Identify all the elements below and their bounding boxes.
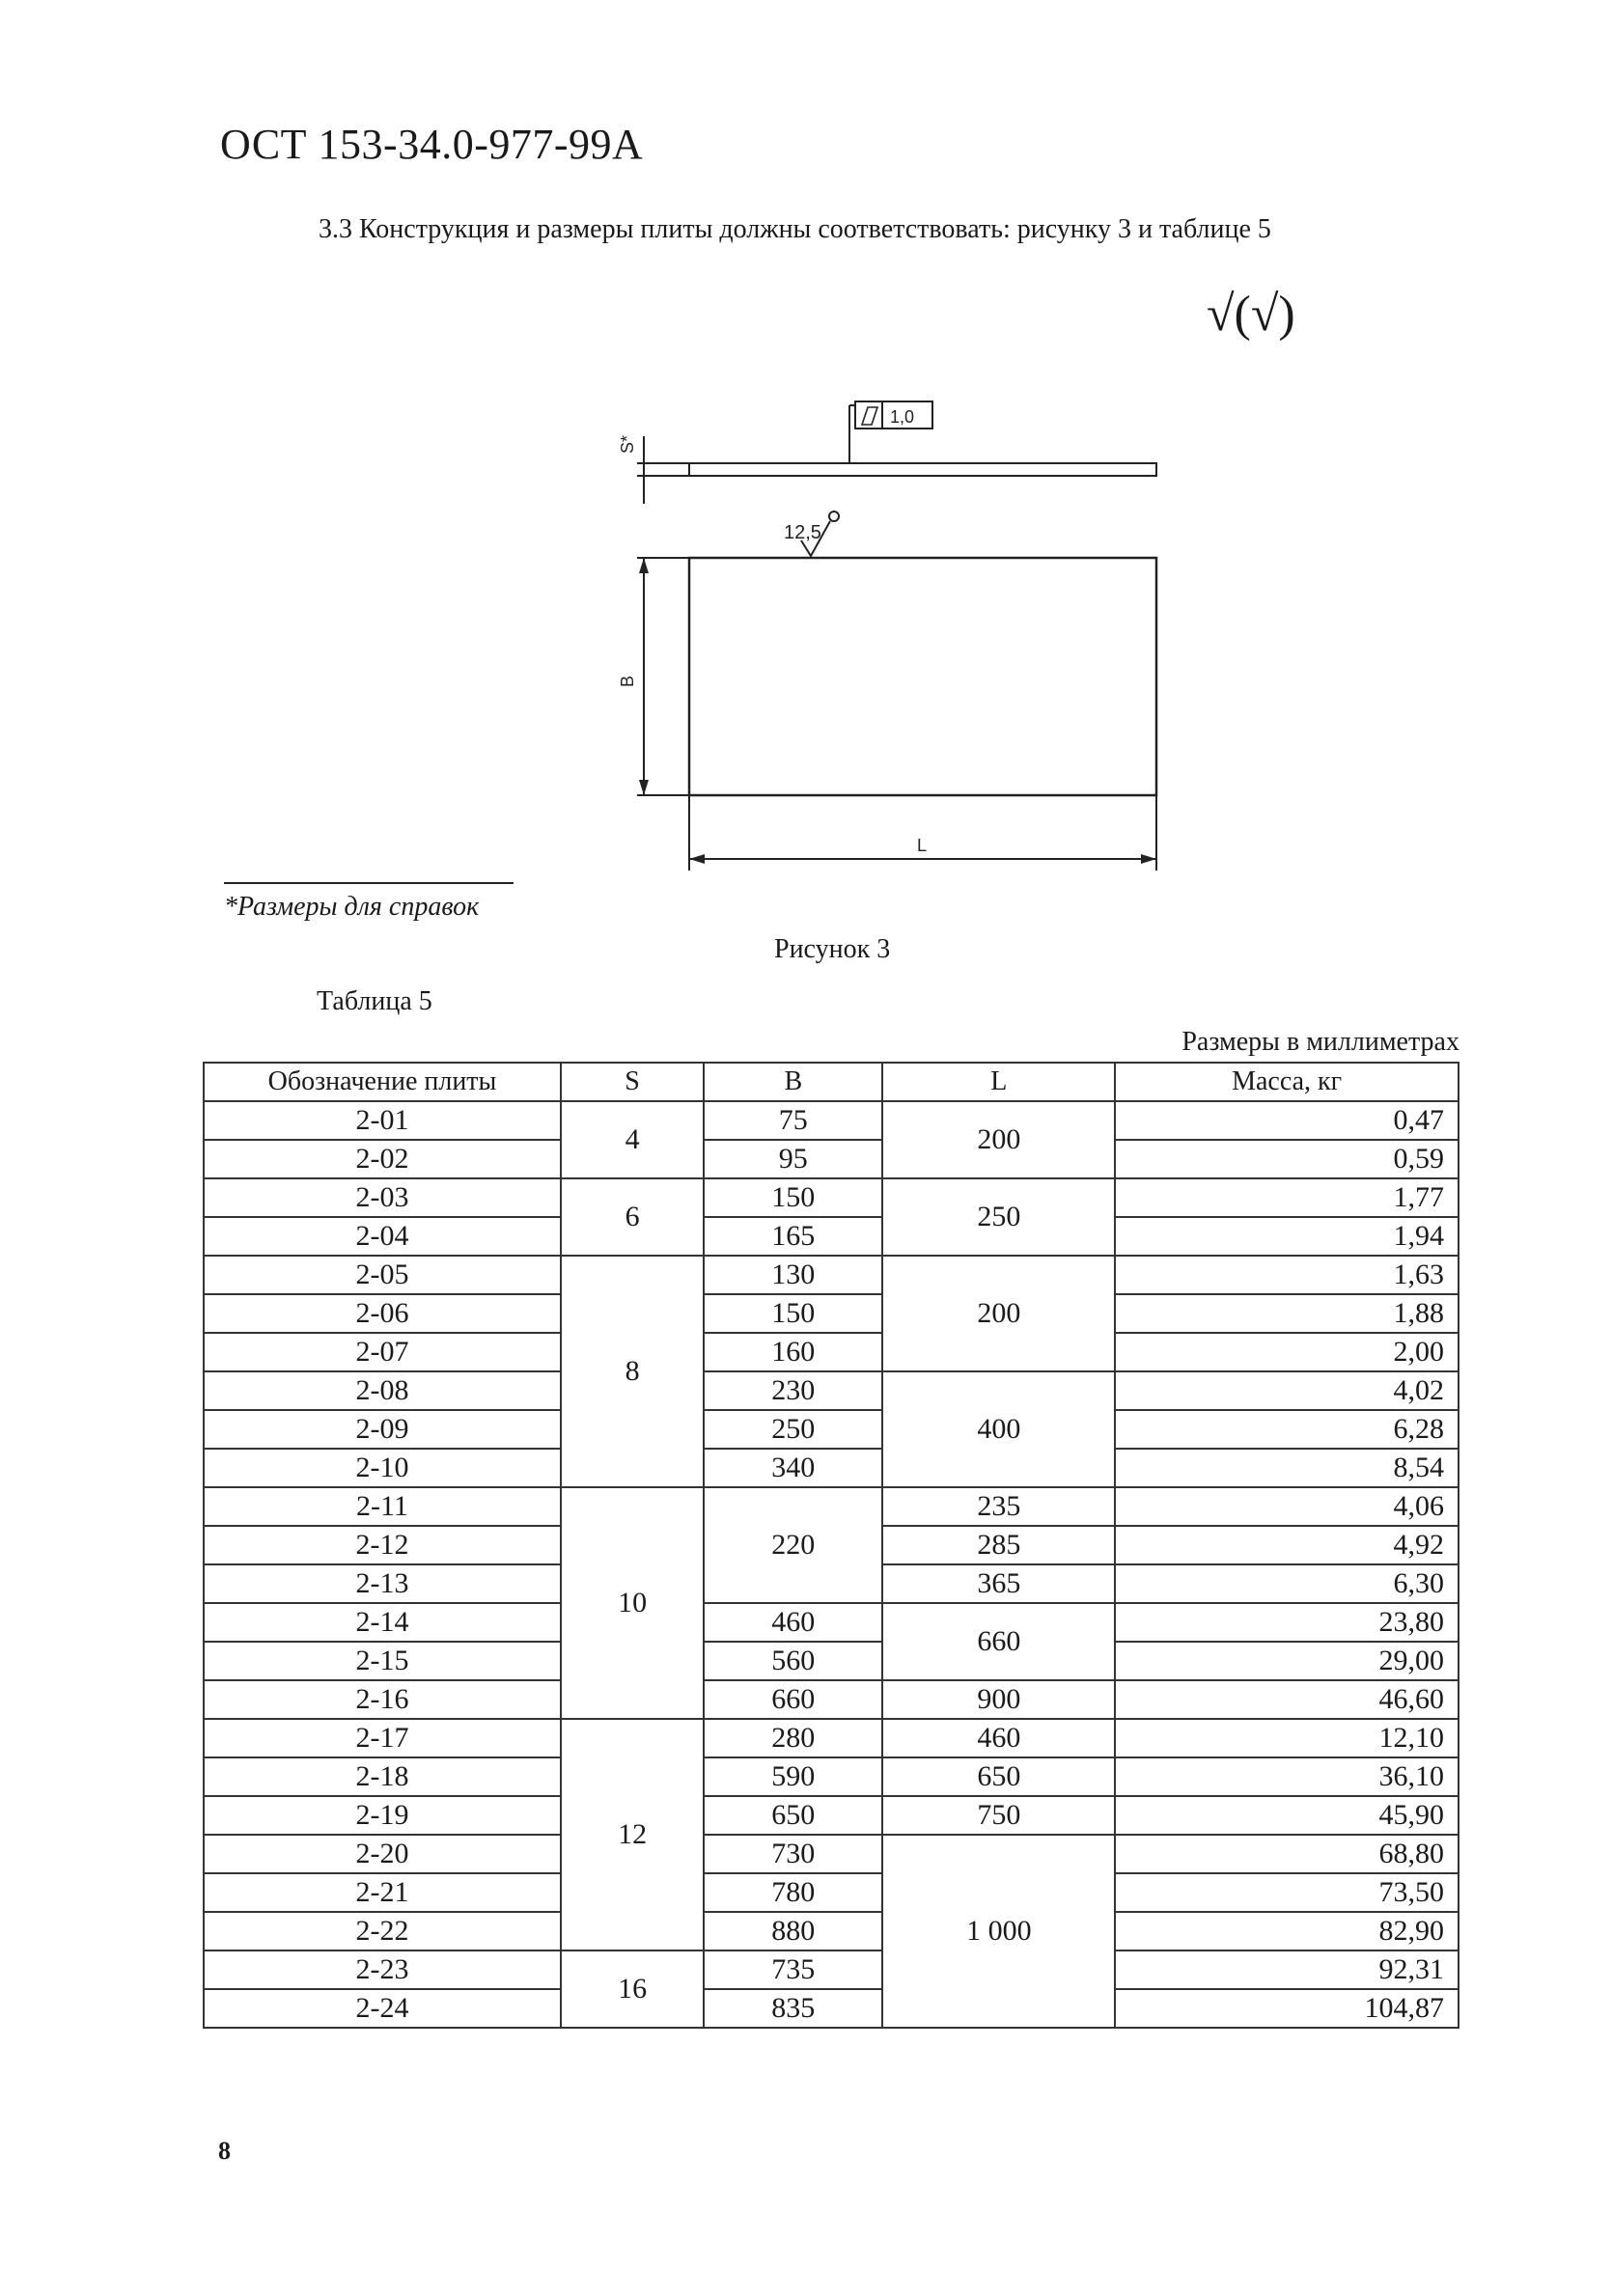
roughness-value: 12,5 (784, 522, 821, 543)
cell-b: 250 (704, 1410, 882, 1449)
table-row (204, 1256, 1459, 1294)
cell-mass: 104,87 (1115, 1989, 1459, 2028)
header-mass: Масса, кг (1115, 1063, 1459, 1101)
figure-caption: Рисунок 3 (774, 934, 891, 964)
cell-l: 250 (882, 1178, 1115, 1256)
dim-s-label: S* (618, 434, 637, 454)
cell-l: 1 000 (882, 1835, 1115, 2028)
cell-designation: 2-14 (204, 1603, 561, 1642)
cell-mass: 36,10 (1115, 1757, 1459, 1796)
cell-designation: 2-01 (204, 1101, 561, 1140)
table-row (204, 1912, 1459, 1950)
table-row (204, 1989, 1459, 2028)
table-row (204, 1410, 1459, 1449)
cell-mass: 73,50 (1115, 1873, 1459, 1912)
cell-b: 735 (704, 1950, 882, 1989)
table-row (204, 1333, 1459, 1371)
cell-s: 16 (561, 1950, 704, 2028)
cell-b: 220 (704, 1487, 882, 1603)
cell-designation: 2-11 (204, 1487, 561, 1526)
cell-b: 150 (704, 1178, 882, 1217)
table-row (204, 1371, 1459, 1410)
cell-designation: 2-07 (204, 1333, 561, 1371)
cell-s: 6 (561, 1178, 704, 1256)
cell-designation: 2-15 (204, 1642, 561, 1680)
table-row (204, 1603, 1459, 1642)
cell-s: 10 (561, 1487, 704, 1719)
cell-designation: 2-24 (204, 1989, 561, 2028)
cell-b: 165 (704, 1217, 882, 1256)
table-row (204, 1757, 1459, 1796)
cell-l: 400 (882, 1371, 1115, 1487)
cell-b: 560 (704, 1642, 882, 1680)
dimensions-table (203, 1062, 1459, 2029)
plate-side-view (689, 463, 1156, 476)
cell-mass: 0,47 (1115, 1101, 1459, 1140)
cell-mass: 2,00 (1115, 1333, 1459, 1371)
cell-l: 750 (882, 1796, 1115, 1835)
table-row (204, 1178, 1459, 1217)
cell-mass: 92,31 (1115, 1950, 1459, 1989)
cell-designation: 2-06 (204, 1294, 561, 1333)
cell-mass: 4,92 (1115, 1526, 1459, 1564)
cell-mass: 82,90 (1115, 1912, 1459, 1950)
table-row (204, 1487, 1459, 1526)
cell-designation: 2-09 (204, 1410, 561, 1449)
cell-designation: 2-21 (204, 1873, 561, 1912)
cell-designation: 2-04 (204, 1217, 561, 1256)
cell-l: 650 (882, 1757, 1115, 1796)
cell-b: 460 (704, 1603, 882, 1642)
cell-designation: 2-05 (204, 1256, 561, 1294)
cell-b: 75 (704, 1101, 882, 1140)
cell-s: 12 (561, 1719, 704, 1950)
table-row (204, 1294, 1459, 1333)
cell-l: 235 (882, 1487, 1115, 1526)
cell-l: 200 (882, 1101, 1115, 1178)
header-designation: Обозначение плиты (204, 1063, 561, 1101)
cell-mass: 45,90 (1115, 1796, 1459, 1835)
cell-s: 8 (561, 1256, 704, 1487)
cell-l: 460 (882, 1719, 1115, 1757)
cell-b: 130 (704, 1256, 882, 1294)
table-row (204, 1101, 1459, 1140)
table-caption: Таблица 5 (317, 986, 432, 1016)
cell-b: 780 (704, 1873, 882, 1912)
document-code: ОСТ 153-34.0-977-99А (220, 121, 644, 168)
cell-b: 280 (704, 1719, 882, 1757)
cell-designation: 2-16 (204, 1680, 561, 1719)
cell-designation: 2-08 (204, 1371, 561, 1410)
check-marks: √(√) (1207, 287, 1295, 342)
cell-b: 150 (704, 1294, 882, 1333)
cell-l: 660 (882, 1603, 1115, 1680)
cell-designation: 2-10 (204, 1449, 561, 1487)
table-row (204, 1217, 1459, 1256)
cell-s: 4 (561, 1101, 704, 1178)
header-s: S (561, 1063, 704, 1101)
cell-mass: 46,60 (1115, 1680, 1459, 1719)
flatness-value: 1,0 (890, 407, 915, 427)
cell-b: 230 (704, 1371, 882, 1410)
dim-b-label: B (618, 675, 637, 687)
cell-mass: 1,77 (1115, 1178, 1459, 1217)
table-row (204, 1449, 1459, 1487)
cell-mass: 1,88 (1115, 1294, 1459, 1333)
cell-b: 340 (704, 1449, 882, 1487)
cell-mass: 23,80 (1115, 1603, 1459, 1642)
table-row (204, 1680, 1459, 1719)
cell-mass: 1,63 (1115, 1256, 1459, 1294)
cell-designation: 2-03 (204, 1178, 561, 1217)
cell-b: 95 (704, 1140, 882, 1178)
section-text: 3.3 Конструкция и размеры плиты должны соответствовать: рисунку 3 и таблице 5 (319, 214, 1271, 244)
header-l: L (882, 1063, 1115, 1101)
cell-mass: 8,54 (1115, 1449, 1459, 1487)
cell-b: 730 (704, 1835, 882, 1873)
cell-mass: 0,59 (1115, 1140, 1459, 1178)
cell-mass: 6,28 (1115, 1410, 1459, 1449)
cell-designation: 2-19 (204, 1796, 561, 1835)
cell-designation: 2-12 (204, 1526, 561, 1564)
footnote-rule (224, 882, 514, 884)
cell-designation: 2-13 (204, 1564, 561, 1603)
cell-l: 285 (882, 1526, 1115, 1564)
table-row (204, 1796, 1459, 1835)
cell-mass: 4,02 (1115, 1371, 1459, 1410)
cell-mass: 6,30 (1115, 1564, 1459, 1603)
cell-mass: 68,80 (1115, 1835, 1459, 1873)
cell-mass: 12,10 (1115, 1719, 1459, 1757)
cell-designation: 2-17 (204, 1719, 561, 1757)
table-row (204, 1642, 1459, 1680)
cell-b: 160 (704, 1333, 882, 1371)
cell-mass: 29,00 (1115, 1642, 1459, 1680)
cell-designation: 2-20 (204, 1835, 561, 1873)
plate-plan-view (689, 558, 1156, 795)
cell-l: 900 (882, 1680, 1115, 1719)
plate-drawing (0, 0, 1612, 888)
cell-mass: 4,06 (1115, 1487, 1459, 1526)
table-units: Размеры в миллиметрах (1181, 1027, 1459, 1057)
cell-b: 650 (704, 1796, 882, 1835)
table-header-row (204, 1063, 1459, 1101)
table-row (204, 1950, 1459, 1989)
cell-b: 880 (704, 1912, 882, 1950)
table-row (204, 1140, 1459, 1178)
header-b: B (704, 1063, 882, 1101)
dim-l-label: L (917, 836, 928, 855)
table-row (204, 1719, 1459, 1757)
page-number: 8 (218, 2137, 231, 2165)
cell-mass: 1,94 (1115, 1217, 1459, 1256)
cell-b: 660 (704, 1680, 882, 1719)
cell-designation: 2-22 (204, 1912, 561, 1950)
cell-l: 365 (882, 1564, 1115, 1603)
table-row (204, 1873, 1459, 1912)
table-row (204, 1835, 1459, 1873)
cell-b: 590 (704, 1757, 882, 1796)
cell-l: 200 (882, 1256, 1115, 1371)
cell-designation: 2-02 (204, 1140, 561, 1178)
footnote: *Размеры для справок (224, 892, 480, 922)
cell-b: 835 (704, 1989, 882, 2028)
cell-designation: 2-23 (204, 1950, 561, 1989)
cell-designation: 2-18 (204, 1757, 561, 1796)
